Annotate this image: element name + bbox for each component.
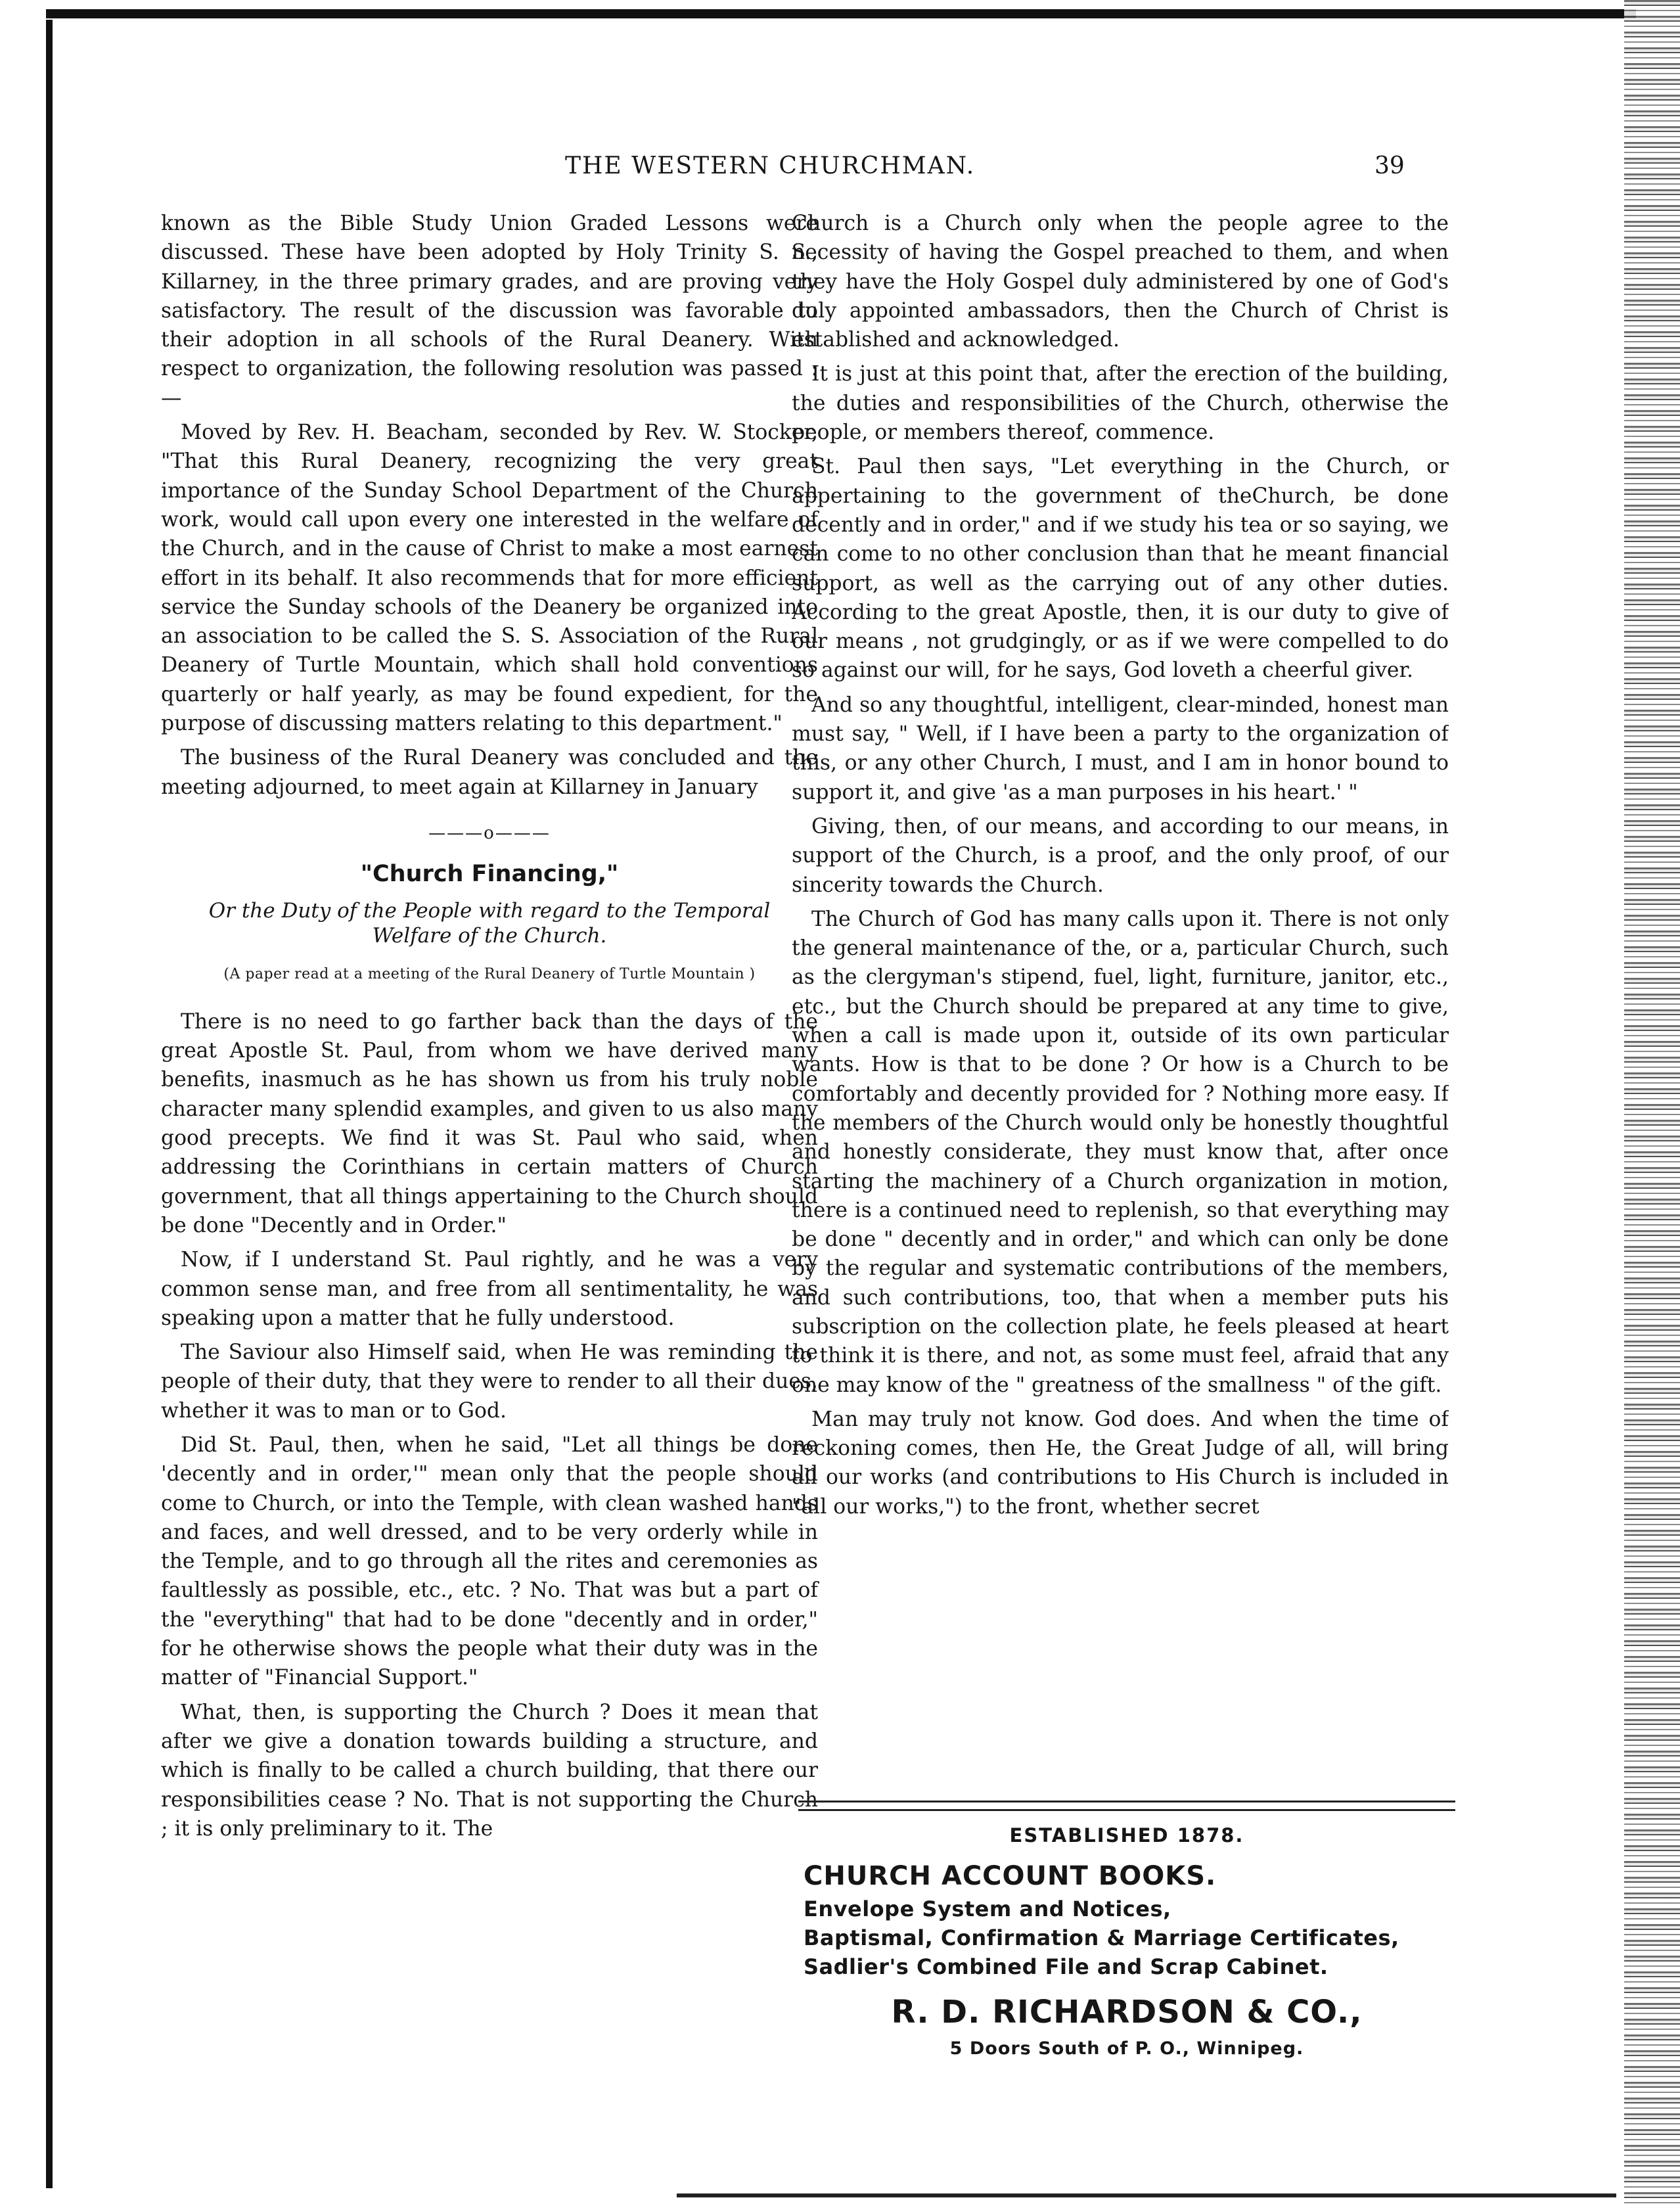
ad-line: Envelope System and Notices,	[804, 1896, 1171, 1921]
scan-left-edge	[46, 20, 53, 2188]
ad-established: ESTABLISHED 1878.	[1009, 1824, 1244, 1847]
ad-company: R. D. RICHARDSON & CO.,	[891, 1994, 1363, 2031]
ad-line: Sadlier's Combined File and Scrap Cabinet.	[804, 1954, 1328, 1979]
ad-headline: CHURCH ACCOUNT BOOKS.	[804, 1861, 1217, 1891]
page-number: 39	[1374, 152, 1405, 179]
paragraph: known as the Bible Study Union Graded Lessons were discussed. These have been adopted by Holy Trinity S. S., Killarney, in the three primary grades, and are proving very satisfactory. The result of the discussion was favorable to their adoption in all schools of the Rural Deanery. With respect to organization, the following resolution was passed :—	[161, 212, 818, 410]
paragraph: Did St. Paul, then, when he said, "Let all things be done 'decently and in order,'" mean only that the people should come to Church, or into the Temple, with clean washed hands and faces, and well dressed, and to be very orderly while in the Temple, and to go through all the rites and ceremonies as faultlessly as possible, etc., etc. ? No. That was but a part of the "everything" that had to be done "decently and in order," for he otherwise shows the people what their duty was in the matter of "Financial Support."	[161, 1433, 818, 1690]
ad-address: 5 Doors South of P. O., Winnipeg.	[949, 2038, 1304, 2059]
article-subtitle: Or the Duty of the People with regard to the Temporal Welfare of the Church.	[208, 898, 771, 948]
paragraph: The Saviour also Himself said, when He was reminding the people of their duty, that they were to render to all their dues, whether it was to man or to God.	[161, 1341, 818, 1423]
running-head: THE WESTERN CHURCHMAN.	[565, 152, 976, 179]
right-column	[792, 209, 1449, 1674]
paragraph: St. Paul then says, "Let everything in the Church, or appertaining to the government of theChurch, be done decently and in order," and if we study his tea or so saying, we can come to no other conclusion than that he meant financial support, as well as the carrying out of any other duties. According to the great Apostle, then, it is our duty to give of our means , not grudgingly, or as if we were compelled to do so against our will, for he says, God loveth a cheerful giver.	[792, 455, 1449, 683]
top-rule	[46, 9, 1636, 18]
paragraph: What, then, is supporting the Church ? Does it mean that after we give a donation towards building a structure, and which is finally to be called a church building, that there our responsibilities cease ? No. That is not supporting the Church ; it is only preliminary to it. The	[161, 1700, 818, 1841]
left-column	[161, 209, 818, 1843]
bottom-rule	[677, 2193, 1616, 2197]
section-divider: ———o———	[428, 823, 551, 843]
article-title: "Church Financing,"	[360, 861, 619, 888]
scan-right-edge	[1624, 0, 1680, 2204]
paragraph: And so any thoughtful, intelligent, clear-minded, honest man must say, " Well, if I have been a party to the organization of this, or any other Church, I must, and I am in honor bound to support it, and give 'as a man purposes in his heart.' "	[792, 693, 1449, 804]
paragraph: There is no need to go farther back than the days of the great Apostle St. Paul, from whom we have derived many benefits, inasmuch as he has shown us from his truly noble character many splendid examples, and given to us also many good precepts. We find it was St. Paul who said, when addressing the Corinthians in certain matters of Church government, that all things appertaining to the Church should be done "Decently and in Order."	[161, 1009, 818, 1237]
paragraph: The business of the Rural Deanery was concluded and the meeting adjourned, to meet again at Killarney in January	[161, 746, 818, 799]
paragraph: Church is a Church only when the people agree to the necessity of having the Gospel preached to them, and when they have the Holy Gospel duly administered by one of God's duly appointed ambassadors, then the Church of Christ is established and acknowledged.	[792, 212, 1449, 352]
advertisement	[798, 1820, 1455, 2059]
paragraph: Now, if I understand St. Paul rightly, and he was a very common sense man, and free from all sentimentality, he was speaking upon a matter that he fully understood.	[161, 1248, 818, 1330]
paragraph: The Church of God has many calls upon it. There is not only the general maintenance of the, or a, particular Church, such as the clergyman's stipend, fuel, light, furniture, janitor, etc., etc., but the Church should be prepared at any time to give, when a call is made upon it, outside of its own particular wants. How is that to be done ? Or how is a Church to be comfortably and decently provided for ? Nothing more easy. If the members of the Church would only be honestly thoughtful and honestly considerate, they must know that, after once starting the machinery of a Church organization in motion, there is a continued need to replenish, so that everything may be done " decently and in order," and which can only be done by the regular and systematic contributions of the members, and such contributions, too, that when a member puts his subscription on the collection plate, he feels pleased at heart to think it is there, and not, as some must feel, afraid that any one may know of the " greatness of the smallness " of the gift.	[792, 907, 1449, 1397]
paragraph: Moved by Rev. H. Beacham, seconded by Rev. W. Stocker, "That this Rural Deanery, recognizing the very great importance of the Sunday School Department of the Church work, would call upon every one interested in the welfare of the Church, and in the cause of Christ to make a most earnest effort in its behalf. It also recommends that for more efficient service the Sunday schools of the Deanery be organized into an association to be called the S. S. Association of the Rural Deanery of Turtle Mountain, which shall hold conventions quarterly or half yearly, as may be found expedient, for the purpose of discussing matters relating to this department."	[161, 421, 818, 736]
ad-separator-rule	[798, 1801, 1455, 1811]
paragraph: Man may truly not know. God does. And when the time of reckoning comes, then He, the Great Judge of all, will bring all our works (and contributions to His Church is included in "all our works,") to the front, whether secret	[792, 1407, 1449, 1519]
paragraph: Giving, then, of our means, and according to our means, in support of the Church, is a proof, and the only proof, of our sincerity towards the Church.	[792, 814, 1449, 897]
article-note: (A paper read at a meeting of the Rural Deanery of Turtle Mountain )	[223, 965, 756, 982]
paragraph: It is just at this point that, after the erection of the building, the duties and responsibilities of the Church, otherwise the people, or members thereof, commence.	[792, 362, 1449, 445]
ad-line: Baptismal, Confirmation & Marriage Certificates,	[804, 1925, 1399, 1950]
